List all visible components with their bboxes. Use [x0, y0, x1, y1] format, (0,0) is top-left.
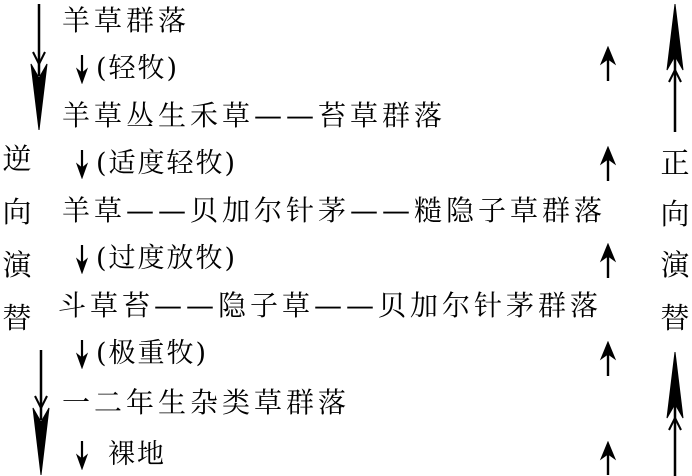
left-long-down-arrow-top — [26, 2, 52, 132]
stage-row — [62, 4, 190, 38]
transition-label: (极重牧) — [96, 338, 209, 369]
stage-label: 羊草群落 — [62, 4, 191, 37]
down-arrow-icon — [74, 54, 90, 84]
right-label-char: 演 — [660, 248, 690, 282]
down-arrow-icon — [74, 440, 90, 470]
stage-row — [62, 386, 350, 420]
transition-row — [74, 438, 166, 472]
down-arrow-icon — [74, 149, 90, 179]
transition-label: (过度放牧) — [96, 243, 238, 274]
transition-row — [74, 242, 237, 276]
up-arrow-icon — [596, 46, 620, 82]
left-label-char: 演 — [2, 248, 32, 282]
down-arrow-icon — [74, 244, 90, 274]
stage-row — [62, 194, 606, 228]
transition-row — [74, 337, 208, 371]
transition-row — [74, 147, 237, 181]
right-label-char: 正 — [660, 146, 690, 180]
right-long-up-arrow-bottom — [662, 350, 688, 476]
stage-row — [62, 99, 446, 133]
up-arrow-icon — [596, 341, 620, 377]
transition-label: 裸地 — [108, 439, 166, 470]
transition-label: (轻牧) — [96, 53, 180, 84]
stage-label: 羊草丛生禾草——苔草群落 — [62, 99, 447, 132]
right-long-up-arrow-top — [662, 2, 688, 134]
stage-row — [58, 289, 602, 323]
up-arrow-icon — [596, 441, 620, 476]
left-long-down-arrow-bottom — [28, 350, 54, 476]
up-arrow-icon — [596, 146, 620, 182]
right-label-char: 向 — [660, 197, 690, 231]
stage-label: 斗草苔——隐子草——贝加尔针茅群落 — [58, 289, 603, 322]
transition-label: (适度轻牧) — [96, 148, 238, 179]
left-label-char: 逆 — [2, 142, 32, 176]
stage-label: 一二年生杂类草群落 — [62, 386, 351, 419]
down-arrow-icon — [74, 339, 90, 369]
left-label-char: 向 — [2, 195, 32, 229]
left-label-char: 替 — [2, 301, 32, 335]
transition-row — [74, 52, 179, 86]
stage-label: 羊草——贝加尔针茅——糙隐子草群落 — [62, 194, 607, 227]
right-label-char: 替 — [660, 301, 690, 335]
up-arrow-icon — [596, 243, 620, 279]
